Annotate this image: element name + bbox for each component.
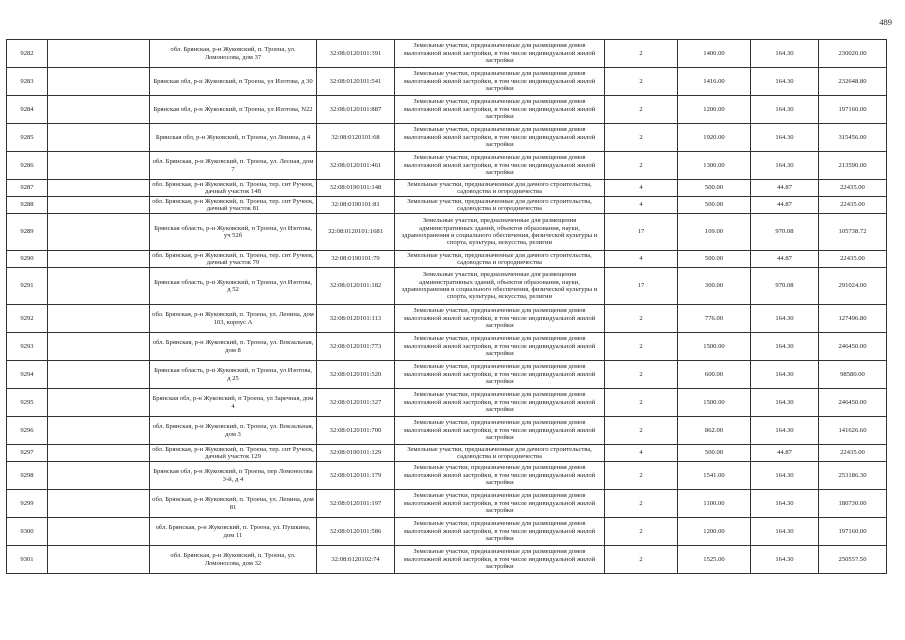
group-cell: 2	[605, 40, 678, 68]
cadastral-value-cell: 230020.00	[819, 40, 887, 68]
rate-cell: 44.87	[751, 251, 819, 268]
empty-cell	[48, 197, 150, 214]
rate-cell: 164.30	[751, 40, 819, 68]
land-category-cell: Земельные участки, предназначенные для размещения домов малоэтажной жилой застройки, в том числе индивидуальной жилой застройки	[395, 361, 605, 389]
address-cell: обл. Брянская, р-н Жуковский, п. Троена, ул. Вокзальная, дом 8	[150, 333, 317, 361]
cadastral-number-cell: 32:08:0120101:68	[317, 124, 395, 152]
cadastral-value-cell: 246450.00	[819, 389, 887, 417]
rate-cell: 44.87	[751, 197, 819, 214]
row-number: 9296	[7, 417, 48, 445]
empty-cell	[48, 361, 150, 389]
area-cell: 1100.00	[678, 490, 751, 518]
area-cell: 500.00	[678, 251, 751, 268]
cadastral-number-cell: 32:08:0120101:887	[317, 96, 395, 124]
row-number: 9287	[7, 180, 48, 197]
row-number: 9300	[7, 518, 48, 546]
cadastral-value-cell: 98580.00	[819, 361, 887, 389]
rate-cell: 164.30	[751, 518, 819, 546]
cadastral-value-cell: 22435.00	[819, 251, 887, 268]
address-cell: обл. Брянская, р-н Жуковский, п. Троена, тер. снт Ручеек, дачный участок 148	[150, 180, 317, 197]
area-cell: 1300.00	[678, 152, 751, 180]
address-cell: Брянская обл, р-н Жуковский, п Троена, ул Изотова, N22	[150, 96, 317, 124]
address-cell: обл. Брянская, р-н Жуковский, п. Троена, тер. снт Ручеек, дачный участок 129	[150, 445, 317, 462]
empty-cell	[48, 214, 150, 251]
rate-cell: 164.30	[751, 333, 819, 361]
land-category-cell: Земельные участки, предназначенные для размещения домов малоэтажной жилой застройки, в том числе индивидуальной жилой застройки	[395, 40, 605, 68]
group-cell: 4	[605, 197, 678, 214]
land-category-cell: Земельные участки, предназначенные для размещения домов малоэтажной жилой застройки, в том числе индивидуальной жилой застройки	[395, 518, 605, 546]
row-number: 9289	[7, 214, 48, 251]
row-number: 9284	[7, 96, 48, 124]
empty-cell	[48, 333, 150, 361]
area-cell: 1500.00	[678, 333, 751, 361]
rate-cell: 164.30	[751, 417, 819, 445]
group-cell: 2	[605, 462, 678, 490]
land-category-cell: Земельные участки, предназначенные для размещения домов малоэтажной жилой застройки, в том числе индивидуальной жилой застройки	[395, 124, 605, 152]
page-number: 489	[879, 17, 892, 27]
cadastral-value-cell: 253186.30	[819, 462, 887, 490]
land-category-cell: Земельные участки, предназначенные для размещения административных зданий, объектов образования, науки, здравоохранения и социального обеспечения, физической культуры и спорта, культуры, искусства, религии	[395, 214, 605, 251]
row-number: 9286	[7, 152, 48, 180]
address-cell: обл. Брянская, р-н Жуковский, п. Троена, тер. снт Ручеек, дачный участок 79	[150, 251, 317, 268]
cadastral-number-cell: 32:08:0120101:182	[317, 268, 395, 305]
table-row	[7, 124, 887, 152]
rate-cell: 164.30	[751, 490, 819, 518]
land-category-cell: Земельные участки, предназначенные для размещения домов малоэтажной жилой застройки, в том числе индивидуальной жилой застройки	[395, 417, 605, 445]
cadastral-number-cell: 32:08:0120101:520	[317, 361, 395, 389]
table-row	[7, 197, 887, 214]
group-cell: 2	[605, 152, 678, 180]
table-row	[7, 417, 887, 445]
cadastral-value-cell: 232648.80	[819, 68, 887, 96]
land-category-cell: Земельные участки, предназначенные для дачного строительства, садоводства и огородничества	[395, 445, 605, 462]
table-row	[7, 40, 887, 68]
area-cell: 1525.00	[678, 546, 751, 574]
rate-cell: 164.30	[751, 68, 819, 96]
cadastral-number-cell: 32:08:0120101:197	[317, 490, 395, 518]
land-category-cell: Земельные участки, предназначенные для размещения домов малоэтажной жилой застройки, в том числе индивидуальной жилой застройки	[395, 305, 605, 333]
rate-cell: 164.30	[751, 361, 819, 389]
address-cell: Брянская обл, р-н Жуковский, п Троена, ул Ленина, д 4	[150, 124, 317, 152]
area-cell: 600.00	[678, 361, 751, 389]
area-cell: 1200.00	[678, 96, 751, 124]
cadastral-number-cell: 32:08:0120101:179	[317, 462, 395, 490]
table-body	[7, 40, 887, 574]
group-cell: 2	[605, 546, 678, 574]
cadastral-value-cell: 250557.50	[819, 546, 887, 574]
address-cell: обл. Брянская, р-н Жуковский, п. Троена, ул. Ленина, дом 81	[150, 490, 317, 518]
rate-cell: 970.08	[751, 268, 819, 305]
address-cell: Брянская обл, р-н Жуковский, п Троена, пер Ломоносова 3-й, д 4	[150, 462, 317, 490]
empty-cell	[48, 124, 150, 152]
address-cell: обл. Брянская, р-н Жуковский, п. Троена, ул. Пушкина, дом 11	[150, 518, 317, 546]
cadastral-number-cell: 32:08:0120101:1681	[317, 214, 395, 251]
empty-cell	[48, 68, 150, 96]
cadastral-value-cell: 141626.60	[819, 417, 887, 445]
land-category-cell: Земельные участки, предназначенные для размещения домов малоэтажной жилой застройки, в том числе индивидуальной жилой застройки	[395, 389, 605, 417]
cadastral-number-cell: 32:08:0120101:700	[317, 417, 395, 445]
rate-cell: 164.30	[751, 152, 819, 180]
table-row	[7, 518, 887, 546]
cadastral-number-cell: 32:08:0120101:327	[317, 389, 395, 417]
area-cell: 1920.00	[678, 124, 751, 152]
empty-cell	[48, 305, 150, 333]
land-category-cell: Земельные участки, предназначенные для дачного строительства, садоводства и огородничества	[395, 197, 605, 214]
rate-cell: 44.87	[751, 445, 819, 462]
group-cell: 2	[605, 490, 678, 518]
empty-cell	[48, 251, 150, 268]
address-cell: Брянская область, р-н Жуковский, п Троена, ул Изотова, уч 52б	[150, 214, 317, 251]
table-row	[7, 268, 887, 305]
cadastral-value-cell: 197160.00	[819, 96, 887, 124]
cadastral-number-cell: 32:08:0120101:113	[317, 305, 395, 333]
address-cell: Брянская область, р-н Жуковский, п Троена, ул Изотова, д 52	[150, 268, 317, 305]
group-cell: 2	[605, 518, 678, 546]
row-number: 9290	[7, 251, 48, 268]
row-number: 9299	[7, 490, 48, 518]
group-cell: 2	[605, 305, 678, 333]
empty-cell	[48, 462, 150, 490]
row-number: 9291	[7, 268, 48, 305]
empty-cell	[48, 180, 150, 197]
row-number: 9294	[7, 361, 48, 389]
area-cell: 500.00	[678, 197, 751, 214]
group-cell: 4	[605, 180, 678, 197]
cadastral-value-cell: 180730.00	[819, 490, 887, 518]
table-row	[7, 445, 887, 462]
table-row	[7, 180, 887, 197]
table-row	[7, 546, 887, 574]
row-number: 9282	[7, 40, 48, 68]
table-row	[7, 96, 887, 124]
group-cell: 2	[605, 96, 678, 124]
cadastral-value-cell: 213590.00	[819, 152, 887, 180]
empty-cell	[48, 518, 150, 546]
group-cell: 2	[605, 361, 678, 389]
row-number: 9298	[7, 462, 48, 490]
group-cell: 4	[605, 445, 678, 462]
cadastral-value-cell: 197160.00	[819, 518, 887, 546]
rate-cell: 164.30	[751, 462, 819, 490]
land-category-cell: Земельные участки, предназначенные для размещения домов малоэтажной жилой застройки, в том числе индивидуальной жилой застройки	[395, 68, 605, 96]
area-cell: 1400.00	[678, 40, 751, 68]
group-cell: 2	[605, 389, 678, 417]
cadastral-value-cell: 246450.00	[819, 333, 887, 361]
land-category-cell: Земельные участки, предназначенные для размещения домов малоэтажной жилой застройки, в том числе индивидуальной жилой застройки	[395, 490, 605, 518]
area-cell: 776.00	[678, 305, 751, 333]
cadastral-value-table	[6, 39, 887, 574]
cadastral-number-cell: 32:08:0190101:79	[317, 251, 395, 268]
group-cell: 17	[605, 214, 678, 251]
land-category-cell: Земельные участки, предназначенные для размещения административных зданий, объектов образования, науки, здравоохранения и социального обеспечения, физической культуры и спорта, культуры, искусства, религии	[395, 268, 605, 305]
land-category-cell: Земельные участки, предназначенные для размещения домов малоэтажной жилой застройки, в том числе индивидуальной жилой застройки	[395, 462, 605, 490]
table-row	[7, 333, 887, 361]
rate-cell: 44.87	[751, 180, 819, 197]
cadastral-value-cell: 22435.00	[819, 197, 887, 214]
cadastral-number-cell: 32:08:0190101:81	[317, 197, 395, 214]
table-row	[7, 68, 887, 96]
row-number: 9295	[7, 389, 48, 417]
cadastral-value-cell: 291024.00	[819, 268, 887, 305]
cadastral-number-cell: 32:08:0120102:74	[317, 546, 395, 574]
row-number: 9292	[7, 305, 48, 333]
cadastral-value-cell: 315456.00	[819, 124, 887, 152]
area-cell: 300.00	[678, 268, 751, 305]
address-cell: Брянская обл, р-н Жуковский, п Троена, ул Заречная, дом 4	[150, 389, 317, 417]
row-number: 9297	[7, 445, 48, 462]
group-cell: 2	[605, 68, 678, 96]
cadastral-value-cell: 105738.72	[819, 214, 887, 251]
cadastral-number-cell: 32:08:0120101:773	[317, 333, 395, 361]
table-row	[7, 152, 887, 180]
table-row	[7, 361, 887, 389]
address-cell: Брянская обл, р-н Жуковский, п Троена, ул Изотова, д 30	[150, 68, 317, 96]
area-cell: 1500.00	[678, 389, 751, 417]
cadastral-number-cell: 32:08:0190101:148	[317, 180, 395, 197]
row-number: 9283	[7, 68, 48, 96]
row-number: 9285	[7, 124, 48, 152]
area-cell: 1541.00	[678, 462, 751, 490]
rate-cell: 164.30	[751, 305, 819, 333]
land-category-cell: Земельные участки, предназначенные для размещения домов малоэтажной жилой застройки, в том числе индивидуальной жилой застройки	[395, 152, 605, 180]
empty-cell	[48, 445, 150, 462]
rate-cell: 970.08	[751, 214, 819, 251]
table-row	[7, 214, 887, 251]
cadastral-value-cell: 127496.80	[819, 305, 887, 333]
empty-cell	[48, 96, 150, 124]
cadastral-number-cell: 32:08:0120101:586	[317, 518, 395, 546]
group-cell: 2	[605, 124, 678, 152]
area-cell: 109.00	[678, 214, 751, 251]
area-cell: 1200.00	[678, 518, 751, 546]
table-row	[7, 251, 887, 268]
cadastral-value-cell: 22435.00	[819, 445, 887, 462]
cadastral-value-cell: 22435.00	[819, 180, 887, 197]
address-cell: обл. Брянская, р-н Жуковский, п. Троена, ул. Ленина, дом 103, корпус А	[150, 305, 317, 333]
address-cell: обл. Брянская, р-н Жуковский, п. Троена, ул. Лесная, дом 7	[150, 152, 317, 180]
table-row	[7, 462, 887, 490]
land-category-cell: Земельные участки, предназначенные для размещения домов малоэтажной жилой застройки, в том числе индивидуальной жилой застройки	[395, 96, 605, 124]
empty-cell	[48, 417, 150, 445]
row-number: 9293	[7, 333, 48, 361]
cadastral-number-cell: 32:08:0120101:461	[317, 152, 395, 180]
land-category-cell: Земельные участки, предназначенные для дачного строительства, садоводства и огородничества	[395, 251, 605, 268]
rate-cell: 164.30	[751, 96, 819, 124]
area-cell: 500.00	[678, 445, 751, 462]
cadastral-number-cell: 32:08:0120101:541	[317, 68, 395, 96]
land-category-cell: Земельные участки, предназначенные для размещения домов малоэтажной жилой застройки, в том числе индивидуальной жилой застройки	[395, 546, 605, 574]
empty-cell	[48, 389, 150, 417]
table-row	[7, 389, 887, 417]
empty-cell	[48, 490, 150, 518]
group-cell: 17	[605, 268, 678, 305]
empty-cell	[48, 152, 150, 180]
group-cell: 2	[605, 333, 678, 361]
address-cell: обл. Брянская, р-н Жуковский, п. Троена, ул. Ломоносова, дом 37	[150, 40, 317, 68]
empty-cell	[48, 40, 150, 68]
empty-cell	[48, 546, 150, 574]
rate-cell: 164.30	[751, 124, 819, 152]
area-cell: 500.00	[678, 180, 751, 197]
land-category-cell: Земельные участки, предназначенные для дачного строительства, садоводства и огородничества	[395, 180, 605, 197]
area-cell: 1416.00	[678, 68, 751, 96]
empty-cell	[48, 268, 150, 305]
group-cell: 2	[605, 417, 678, 445]
group-cell: 4	[605, 251, 678, 268]
row-number: 9301	[7, 546, 48, 574]
land-category-cell: Земельные участки, предназначенные для размещения домов малоэтажной жилой застройки, в том числе индивидуальной жилой застройки	[395, 333, 605, 361]
area-cell: 862.00	[678, 417, 751, 445]
cadastral-number-cell: 32:08:0120101:391	[317, 40, 395, 68]
row-number: 9288	[7, 197, 48, 214]
address-cell: обл. Брянская, р-н Жуковский, п. Троена, тер. снт Ручеек, дачный участок 81	[150, 197, 317, 214]
rate-cell: 164.30	[751, 546, 819, 574]
address-cell: Брянская область, р-н Жуковский, п Троена, ул Изотова, д 25	[150, 361, 317, 389]
cadastral-number-cell: 32:08:0190101:129	[317, 445, 395, 462]
address-cell: обл. Брянская, р-н Жуковский, п. Троена, ул. Вокзальная, дом 3	[150, 417, 317, 445]
table-row	[7, 305, 887, 333]
rate-cell: 164.30	[751, 389, 819, 417]
address-cell: обл. Брянская, р-н Жуковский, п. Троена, ул. Ломоносова, дом 32	[150, 546, 317, 574]
table-row	[7, 490, 887, 518]
